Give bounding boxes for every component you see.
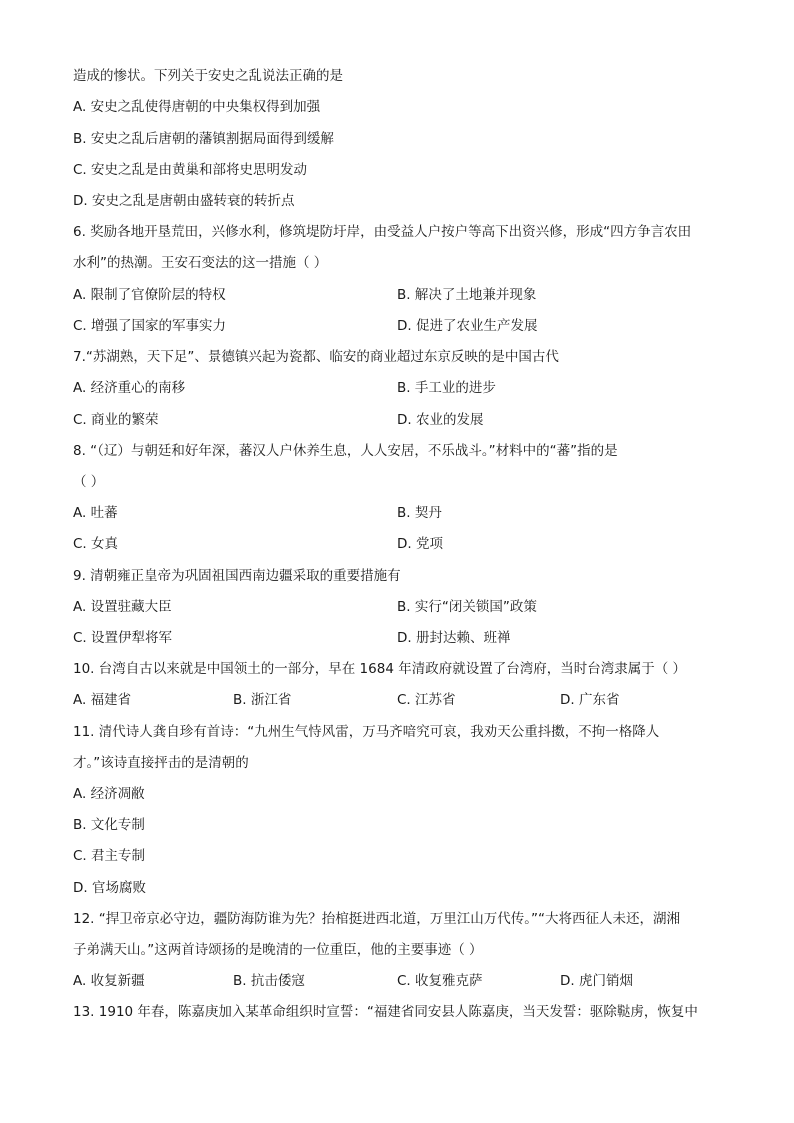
q5-stem: 造成的惨状。下列关于安史之乱说法正确的是 [73,68,343,84]
q9-option-d: D. 册封达赖、班禅 [397,630,511,646]
q7-option-a: A. 经济重心的南移 [73,380,186,396]
q12-stem-line2: 子弟满天山。”这两首诗颂扬的是晚清的一位重臣，他的主要事迹（ ） [73,942,483,958]
q7-stem: 7.“苏湖熟，天下足”、景德镇兴起为瓷都、临安的商业超过东京反映的是中国古代 [73,349,559,365]
q9-option-c: C. 设置伊犁将军 [73,630,173,646]
q6-option-c: C. 增强了国家的军事实力 [73,318,227,334]
q6-option-d: D. 促进了农业生产发展 [397,318,538,334]
q11-option-d: D. 官场腐败 [73,880,146,896]
q9-option-b: B. 实行“闭关锁国”政策 [397,599,537,615]
q8-stem-line1: 8. “（辽）与朝廷和好年深，蕃汉人户休养生息，人人安居，不乐战斗。”材料中的“蕃”指的是 [73,443,618,459]
q10-option-c: C. 江苏省 [397,692,456,708]
q11-option-b: B. 文化专制 [73,817,145,833]
q10-option-a: A. 福建省 [73,692,132,708]
q5-option-c: C. 安史之乱是由黄巢和部将史思明发动 [73,162,308,178]
q7-option-c: C. 商业的繁荣 [73,412,159,428]
q9-stem: 9. 清朝雍正皇帝为巩固祖国西南边疆采取的重要措施有 [73,568,401,584]
q13-stem-line1: 13. 1910 年春，陈嘉庚加入某革命组织时宣誓：“福建省同安县人陈嘉庚，当天发誓：驱除鞑虏，恢复中 [73,1004,698,1020]
q10-stem: 10. 台湾自古以来就是中国领土的一部分，早在 1684 年清政府就设置了台湾府，当时台湾隶属于（ ） [73,661,686,677]
q6-option-b: B. 解决了土地兼并现象 [397,287,537,303]
q5-option-b: B. 安史之乱后唐朝的藩镇割据局面得到缓解 [73,131,334,147]
q8-option-a: A. 吐蕃 [73,505,118,521]
q11-stem-line1: 11. 清代诗人龚自珍有首诗：“九州生气恃风雷，万马齐喑究可哀，我劝天公重抖擞，不拘一格降人 [73,724,660,740]
q9-option-a: A. 设置驻藏大臣 [73,599,172,615]
q11-stem-line2: 才。”该诗直接抨击的是清朝的 [73,755,249,771]
q8-option-c: C. 女真 [73,536,119,552]
q11-option-c: C. 君主专制 [73,848,146,864]
q7-option-b: B. 手工业的进步 [397,380,496,396]
q12-option-c: C. 收复雅克萨 [397,973,483,989]
q11-option-a: A. 经济凋敝 [73,786,145,802]
q6-stem-line2: 水利”的热潮。王安石变法的这一措施（ ） [73,255,328,271]
q12-stem-line1: 12. “捍卫帝京必守边，疆防海防谁为先？抬棺挺进西北道，万里江山万代传。”“大将西征人未还，湖湘 [73,911,680,927]
q12-option-a: A. 收复新疆 [73,973,145,989]
q8-option-d: D. 党项 [397,536,443,552]
q8-option-b: B. 契丹 [397,505,442,521]
q10-option-d: D. 广东省 [560,692,620,708]
q5-option-a: A. 安史之乱使得唐朝的中央集权得到加强 [73,99,321,115]
q7-option-d: D. 农业的发展 [397,412,484,428]
q6-stem-line1: 6. 奖励各地开垦荒田，兴修水利，修筑堤防圩岸，由受益人户按户等高下出资兴修，形成“四方争言农田 [73,224,692,240]
q6-option-a: A. 限制了官僚阶层的特权 [73,287,226,303]
q5-option-d: D. 安史之乱是唐朝由盛转衰的转折点 [73,193,295,209]
q10-option-b: B. 浙江省 [233,692,292,708]
q12-option-b: B. 抗击倭寇 [233,973,305,989]
q12-option-d: D. 虎门销烟 [560,973,633,989]
q8-stem-line2: （ ） [73,474,105,490]
